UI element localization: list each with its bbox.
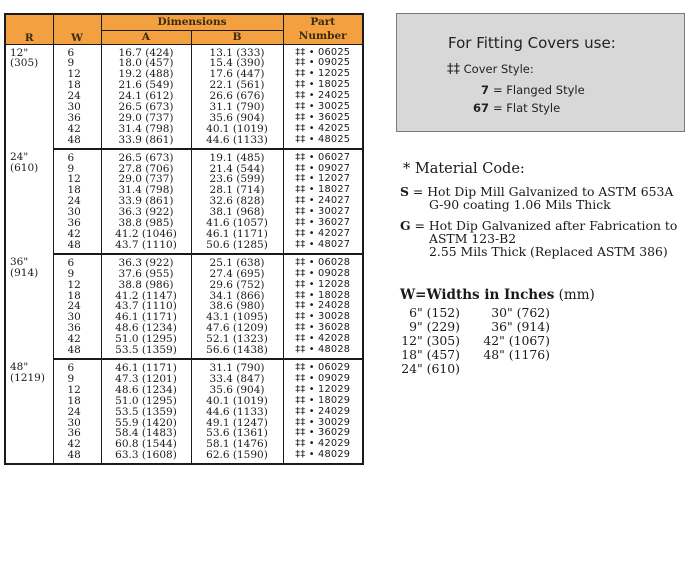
material-code-g [400,219,677,258]
part-number-cell: ‡‡ • 30025 [295,101,351,113]
part-number-cell: ‡‡ • 42029 [295,438,351,450]
widths-title-unit: (mm) [554,287,595,303]
dimension-a-cell: 43.7 (1110) [101,240,191,254]
part-number-cell: ‡‡ • 48029 [283,450,363,464]
dimension-b-cell: 27.4 (695) [191,269,283,280]
part-number-cell: ‡‡ • 18025 [295,79,351,91]
table-row [5,269,363,280]
part-number-cell: ‡‡ • 06028 [295,256,351,268]
part-number-cell: ‡‡ • 42025 [295,122,351,134]
part-number-cell: ‡‡ • 36027 [295,217,351,229]
header-dimensions: Dimensions [101,14,283,30]
dimension-b-cell: 34.1 (866) [191,291,283,302]
width-cell: 12 [53,280,101,291]
width-item: 42" (1067) [483,333,550,348]
material-letter: S [400,184,409,199]
width-cell: 18 [53,291,101,302]
material-letter: G [400,218,411,233]
width-cell: 30 [53,102,101,113]
dimension-a-cell: 18.0 (457) [101,58,191,69]
width-cell: 9 [53,269,101,280]
part-number-cell: ‡‡ • 24029 [295,405,351,417]
cover-style-symbol-icon: ‡‡ [447,62,460,77]
width-cell: 6 [53,149,101,164]
part-number-cell: ‡‡ • 42028 [295,333,351,345]
dimension-b-cell: 17.6 (447) [191,69,283,80]
width-item: 36" (914) [491,319,550,334]
material-line2: ASTM 123-B2 [429,231,517,246]
part-number-cell: ‡‡ • 06027 [295,151,351,163]
dimension-b-cell: 49.1 (1247) [191,418,283,429]
material-line3: 2.55 Mils Thick (Replaced ASTM 386) [429,244,668,259]
width-item: 48" (1176) [483,347,550,362]
width-cell: 9 [53,58,101,69]
width-cell: 24 [53,301,101,312]
width-cell: 36 [53,428,101,439]
width-cell: 24 [53,196,101,207]
width-item: 9" (229) [409,319,460,334]
width-cell: 6 [53,359,101,374]
part-number-cell: ‡‡ • 30027 [295,206,351,218]
dimension-a-cell: 60.8 (1544) [101,439,191,450]
width-cell: 6 [53,44,101,58]
dimension-b-cell: 21.4 (544) [191,164,283,175]
width-cell: 36 [53,323,101,334]
dimension-a-cell: 31.4 (798) [101,124,191,135]
dimension-b-cell: 35.6 (904) [191,113,283,124]
width-item: 6" (152) [409,305,460,320]
part-number-cell: ‡‡ • 18028 [295,289,351,301]
radius-inches: 48" [10,360,29,373]
dimension-b-cell: 28.1 (714) [191,185,283,196]
part-number-cell: ‡‡ • 12025 [295,68,351,80]
dimension-b-cell: 19.1 (485) [191,149,283,164]
header-number: Number [283,30,363,44]
dimension-a-cell: 38.8 (985) [101,218,191,229]
dimension-b-cell: 40.1 (1019) [191,124,283,135]
part-number-cell: ‡‡ • 12029 [295,383,351,395]
table-row [5,359,363,374]
dimension-a-cell: 48.6 (1234) [101,385,191,396]
dimension-b-cell: 31.1 (790) [191,102,283,113]
part-number-cell: ‡‡ • 36025 [295,111,351,123]
radius-cell [5,359,53,464]
width-item: 18" (457) [401,347,460,362]
width-cell: 48 [53,450,101,464]
dimension-b-cell: 53.6 (1361) [191,428,283,439]
width-cell: 48 [53,345,101,359]
material-code-title: * Material Code: [403,161,525,177]
width-cell: 48 [53,135,101,149]
width-cell: 24 [53,407,101,418]
radius-mm: (1219) [10,371,45,384]
part-number-cell: ‡‡ • 18027 [295,184,351,196]
part-number-cell: ‡‡ • 30029 [295,416,351,428]
dimension-a-cell: 41.2 (1147) [101,291,191,302]
width-cell: 30 [53,207,101,218]
dimension-a-cell: 63.3 (1608) [101,450,191,464]
dimension-a-cell: 24.1 (612) [101,91,191,102]
header-b: B [191,30,283,44]
table-body [5,44,363,464]
dimension-b-cell: 26.6 (676) [191,91,283,102]
width-cell: 9 [53,374,101,385]
dimension-a-cell: 55.9 (1420) [101,418,191,429]
part-number-cell: ‡‡ • 09027 [295,162,351,174]
width-cell: 30 [53,312,101,323]
width-cell: 18 [53,396,101,407]
width-cell: 30 [53,418,101,429]
radius-inches: 12" [10,46,29,59]
dimension-b-cell: 44.6 (1133) [191,407,283,418]
dimension-a-cell: 53.5 (1359) [101,407,191,418]
width-cell: 42 [53,334,101,345]
dimension-a-cell: 33.9 (861) [101,196,191,207]
radius-mm: (305) [10,57,39,70]
dimension-a-cell: 29.0 (737) [101,113,191,124]
width-cell: 42 [53,439,101,450]
dimension-b-cell: 47.6 (1209) [191,323,283,334]
width-cell: 36 [53,113,101,124]
dimension-a-cell: 51.0 (1295) [101,334,191,345]
dimension-a-cell: 48.6 (1234) [101,323,191,334]
material-line2: G-90 coating 1.06 Mils Thick [429,197,611,212]
dimension-b-cell: 22.1 (561) [191,80,283,91]
dimension-b-cell: 35.6 (904) [191,385,283,396]
cover-style-label: Cover Style: [463,62,534,76]
dimension-b-cell: 43.1 (1095) [191,312,283,323]
dimension-b-cell: 33.4 (847) [191,374,283,385]
cover-code: 67 [472,101,489,115]
dimension-b-cell: 23.6 (599) [191,174,283,185]
width-cell: 48 [53,240,101,254]
dimension-a-cell: 38.8 (986) [101,280,191,291]
part-number-cell: ‡‡ • 06025 [295,46,351,58]
radius-mm: (610) [10,161,39,174]
dimension-b-cell: 40.1 (1019) [191,396,283,407]
width-cell: 36 [53,218,101,229]
dimension-b-cell: 29.6 (752) [191,280,283,291]
dimension-a-cell: 43.7 (1110) [101,301,191,312]
dimension-a-cell: 26.5 (673) [101,149,191,164]
dimension-b-cell: 15.4 (390) [191,58,283,69]
dimension-b-cell: 13.1 (333) [191,44,283,58]
fitting-covers-box [396,13,685,132]
part-number-cell: ‡‡ • 09025 [295,57,351,69]
fitting-covers-title: For Fitting Covers use: [448,34,616,52]
dimension-a-cell: 29.0 (737) [101,174,191,185]
radius-mm: (914) [10,266,39,279]
dimension-a-cell: 16.7 (424) [101,44,191,58]
table-row [5,280,363,291]
dimension-b-cell: 41.6 (1057) [191,218,283,229]
dimension-a-cell: 36.3 (922) [101,207,191,218]
table-row [5,407,363,418]
dimension-a-cell: 58.4 (1483) [101,428,191,439]
dimension-a-cell: 51.0 (1295) [101,396,191,407]
part-number-cell: ‡‡ • 09028 [295,267,351,279]
dimension-a-cell: 19.2 (488) [101,69,191,80]
dimension-a-cell: 31.4 (798) [101,185,191,196]
cover-style-line [447,62,534,77]
dimension-b-cell: 44.6 (1133) [191,135,283,149]
part-number-cell: ‡‡ • 09029 [295,372,351,384]
header-part: Part [283,14,363,30]
cover-label: = Flat Style [493,101,561,115]
dimension-b-cell: 50.6 (1285) [191,240,283,254]
dimension-b-cell: 62.6 (1590) [191,450,283,464]
dimension-a-cell: 41.2 (1046) [101,229,191,240]
width-cell: 6 [53,254,101,269]
part-number-cell: ‡‡ • 48028 [283,345,363,359]
part-number-cell: ‡‡ • 18029 [295,394,351,406]
table-row [5,396,363,407]
part-number-cell: ‡‡ • 24025 [295,90,351,102]
width-cell: 42 [53,124,101,135]
width-item: 24" (610) [401,361,460,376]
cover-label: = Flanged Style [493,83,585,97]
radius-cell [5,149,53,254]
part-number-cell: ‡‡ • 24028 [295,300,351,312]
widths-title-bold: W=Widths in Inches [400,287,555,303]
part-number-cell: ‡‡ • 36029 [295,427,351,439]
width-cell: 12 [53,385,101,396]
table-row [5,135,363,149]
dimension-b-cell: 32.6 (828) [191,196,283,207]
radius-inches: 24" [10,150,29,163]
width-item: 12" (305) [401,333,460,348]
dimension-b-cell: 25.1 (638) [191,254,283,269]
radius-inches: 36" [10,255,29,268]
part-number-cell: ‡‡ • 42027 [295,228,351,239]
dimension-a-cell: 33.9 (861) [101,135,191,149]
dimension-a-cell: 37.6 (955) [101,269,191,280]
width-item: 30" (762) [491,305,550,320]
width-cell: 18 [53,80,101,91]
width-cell: 24 [53,91,101,102]
table-row [5,450,363,464]
part-number-cell: ‡‡ • 48027 [283,240,363,254]
material-code-s [400,185,673,211]
widths-title [400,287,595,303]
dimension-a-cell: 21.6 (549) [101,80,191,91]
radius-cell [5,44,53,149]
width-cell: 9 [53,164,101,175]
dimension-b-cell: 38.1 (968) [191,207,283,218]
dimension-b-cell: 31.1 (790) [191,359,283,374]
dimension-a-cell: 36.3 (922) [101,254,191,269]
part-number-cell: ‡‡ • 24027 [295,195,351,207]
material-line1: = Hot Dip Galvanized after Fabrication to [410,218,678,233]
width-cell: 42 [53,229,101,240]
header-w: W [53,14,101,44]
dimension-a-cell: 46.1 (1171) [101,359,191,374]
header-a: A [101,30,191,44]
part-number-cell: ‡‡ • 48025 [283,135,363,149]
table-row [5,44,363,58]
dimension-b-cell: 38.6 (980) [191,301,283,312]
header-r: R [5,14,53,44]
part-number-cell: ‡‡ • 36028 [295,322,351,334]
dimension-a-cell: 27.8 (706) [101,164,191,175]
dimension-b-cell: 56.6 (1438) [191,345,283,359]
dimension-a-cell: 47.3 (1201) [101,374,191,385]
material-line1: = Hot Dip Mill Galvanized to ASTM 653A [408,184,674,199]
dimension-b-cell: 58.1 (1476) [191,439,283,450]
table-row [5,240,363,254]
widths-column-2 [478,306,550,362]
width-cell: 12 [53,174,101,185]
part-number-cell: ‡‡ • 30028 [295,311,351,323]
dimension-b-cell: 52.1 (1323) [191,334,283,345]
cover-style-flat [469,101,560,115]
part-number-cell: ‡‡ • 06029 [295,361,351,373]
part-number-cell: ‡‡ • 12027 [295,173,351,185]
width-cell: 12 [53,69,101,80]
radius-cell [5,254,53,359]
cover-style-flanged [469,83,585,97]
width-cell: 18 [53,185,101,196]
dimension-b-cell: 46.1 (1171) [191,229,283,240]
table-row [5,254,363,269]
dimension-a-cell: 46.1 (1171) [101,312,191,323]
table-row [5,345,363,359]
dimension-a-cell: 26.5 (673) [101,102,191,113]
part-number-cell: ‡‡ • 12028 [295,278,351,290]
cover-code: 7 [480,83,489,97]
widths-column-1 [400,306,460,376]
dimensions-table [4,13,364,465]
table-row [5,149,363,164]
dimension-a-cell: 53.5 (1359) [101,345,191,359]
